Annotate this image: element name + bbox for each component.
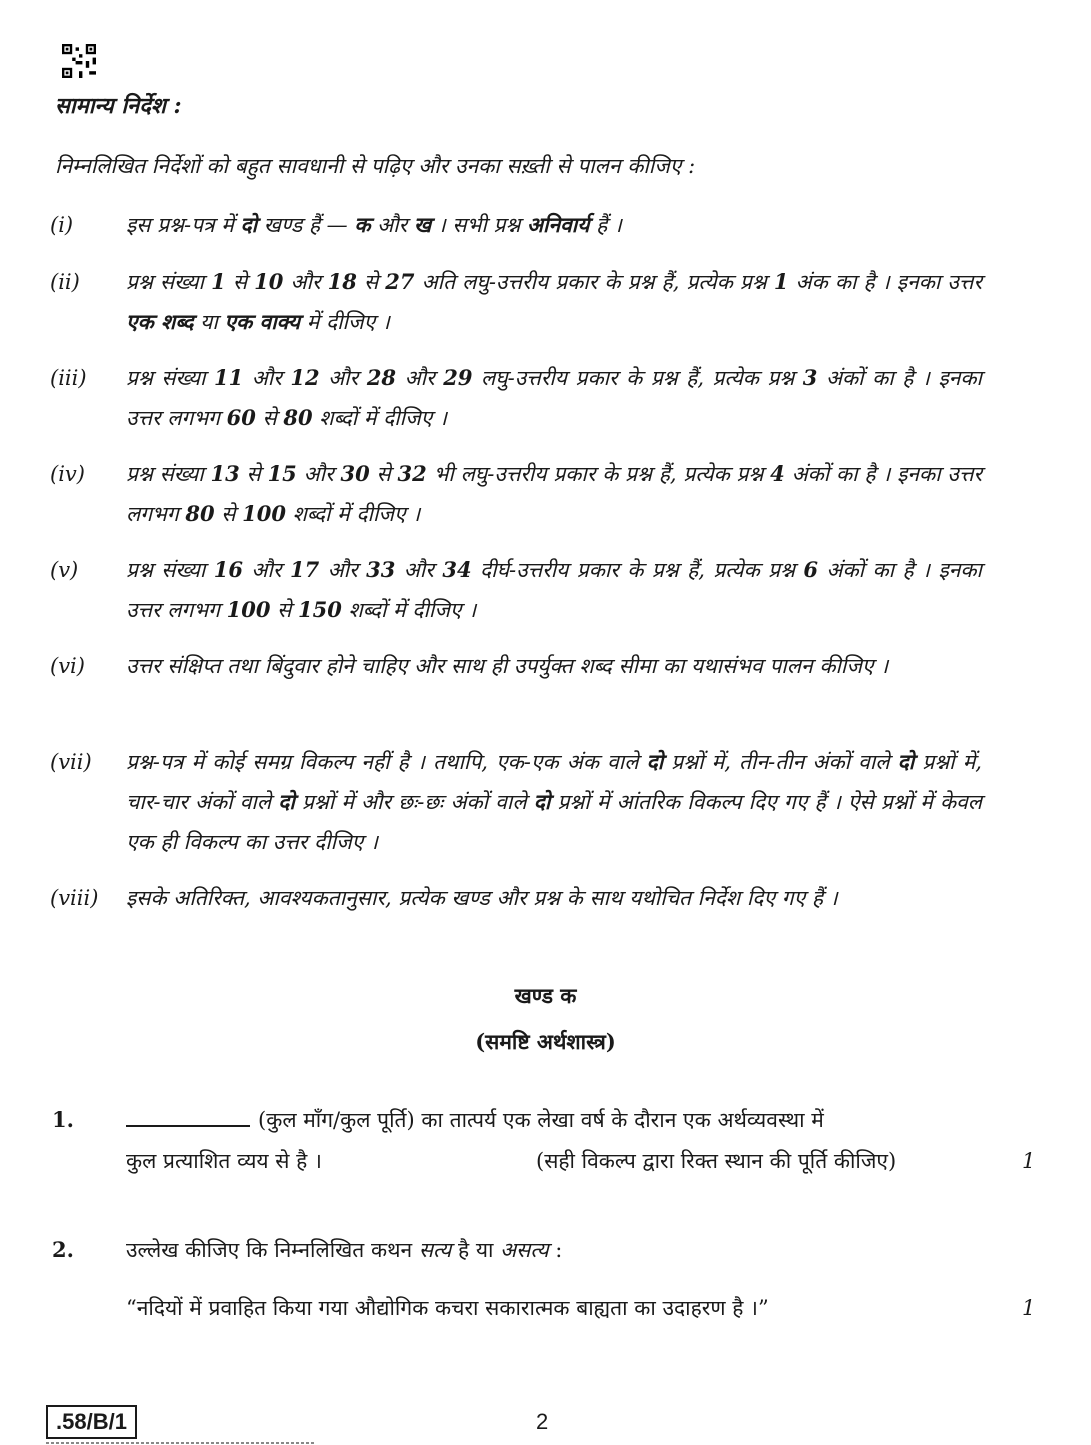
question-text-continued: कुल प्रत्याशित व्यय से है ।: [126, 1149, 322, 1173]
instruction-number: (i): [50, 213, 74, 237]
instruction-text: प्रश्न संख्या 1 से 10 और 18 से 27 अति लघु-उत्तरीय प्रकार के प्रश्न हैं, प्रत्येक प्रश्न 1 अंक का है । इनका उत्तर एक शब्द या एक वाक्य में दीजिए ।: [126, 269, 983, 334]
question-text: उल्लेख कीजिए कि निम्नलिखित कथन सत्य है या असत्य :: [126, 1238, 563, 1262]
instruction-number: (v): [50, 558, 79, 582]
question-text: (कुल माँग/कुल पूर्ति) का तात्पर्य एक लेखा वर्ष के दौरान एक अर्थव्यवस्था में: [126, 1100, 982, 1140]
instruction-number: (iii): [50, 366, 87, 390]
instruction-number: (vi): [50, 654, 85, 678]
instruction-number: (ii): [50, 270, 80, 294]
instruction-text: उत्तर संक्षिप्त तथा बिंदुवार होने चाहिए और साथ ही उपर्युक्त शब्द सीमा का यथासंभव पालन कीजिए ।: [126, 654, 889, 678]
instructions-intro: निम्नलिखित निर्देशों को बहुत सावधानी से पढ़िए और उनका सख़्ती से पालन कीजिए :: [55, 154, 696, 178]
instruction-text: इस प्रश्न-पत्र में दो खण्ड हैं — क और ख । सभी प्रश्न अनिवार्य हैं ।: [126, 212, 622, 237]
section-subtitle: (समष्टि अर्थशास्त्र): [475, 1029, 616, 1054]
paper-code: .58/B/1: [46, 1405, 137, 1439]
answer-blank: [126, 1103, 250, 1127]
instruction-text: प्रश्न संख्या 16 और 17 और 33 और 34 दीर्घ-उत्तरीय प्रकार के प्रश्न हैं, प्रत्येक प्रश्न 6 अंकों का है । इनका उत्तर लगभग 100 से 150 शब्दों में दीजिए ।: [126, 557, 982, 622]
qr-code: [62, 44, 96, 78]
instruction-number: (viii): [50, 886, 99, 910]
question-marks: 1: [1022, 1296, 1036, 1320]
instruction-text: प्रश्न संख्या 13 से 15 और 30 से 32 भी लघु-उत्तरीय प्रकार के प्रश्न हैं, प्रत्येक प्रश्न 4 अंकों का है । इनका उत्तर लगभग 80 से 100 शब्दों में दीजिए ।: [126, 461, 983, 526]
section-title: खण्ड क: [514, 983, 577, 1008]
instruction-text: प्रश्न-पत्र में कोई समग्र विकल्प नहीं है । तथापि, एक-एक अंक वाले दो प्रश्नों में, तीन-तीन अंकों वाले दो प्रश्नों में, चार-चार अंकों वाले दो प्रश्नों में और छः-छः अंकों वाले दो प्रश्नों में आंतरिक विकल्प दिए गए हैं । ऐसे प्रश्नों में केवल एक ही विकल्प का उत्तर दीजिए ।: [126, 749, 983, 854]
instruction-number: (iv): [50, 462, 85, 486]
instruction-text: इसके अतिरिक्त, आवश्यकतानुसार, प्रत्येक खण्ड और प्रश्न के साथ यथोचित निर्देश दिए गए हैं ।: [126, 886, 838, 910]
general-instructions-heading: सामान्य निर्देश :: [55, 93, 182, 119]
question-hint: (सही विकल्प द्वारा रिक्त स्थान की पूर्ति कीजिए): [536, 1149, 897, 1173]
question-marks: 1: [1022, 1149, 1036, 1173]
instruction-number: (vii): [50, 750, 92, 774]
question-number: 1.: [52, 1107, 74, 1132]
question-number: 2.: [52, 1237, 74, 1262]
question-statement: “नदियों में प्रवाहित किया गया औद्योगिक कचरा सकारात्मक बाह्यता का उदाहरण है ।”: [126, 1296, 769, 1320]
page-number: 2: [536, 1409, 549, 1434]
instruction-text: प्रश्न संख्या 11 और 12 और 28 और 29 लघु-उत्तरीय प्रकार के प्रश्न हैं, प्रत्येक प्रश्न 3 अंकों का है । इनका उत्तर लगभग 60 से 80 शब्दों में दीजिए ।: [126, 365, 982, 430]
security-microtext: [46, 1442, 316, 1444]
